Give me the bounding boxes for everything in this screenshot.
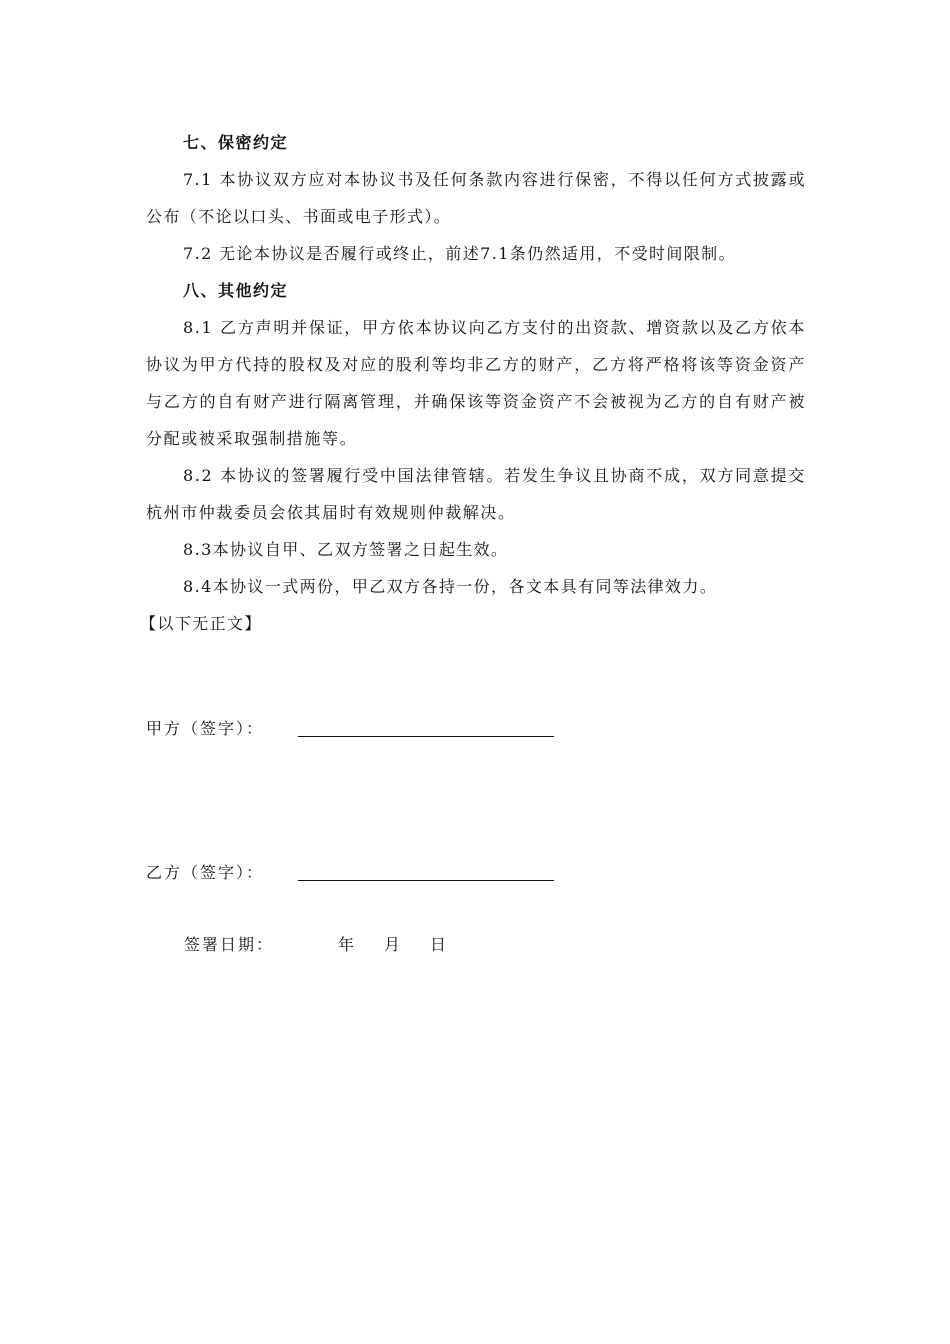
party-b-signature-row [146,860,554,883]
date-month: 月 [384,935,403,954]
end-of-text-note: 【以下无正文】 [140,614,262,633]
document-body [140,124,806,642]
party-a-label: 甲方（签字）： [146,719,265,738]
party-b-label: 乙方（签字）： [146,863,265,882]
clause-8-2: 8.2 本协议的签署履行受中国法律管辖。若发生争议且协商不成，双方同意提交杭州市仲裁委员会依其届时有效规则仲裁解决。 [146,466,806,522]
clause-8-3: 8.3本协议自甲、乙双方签署之日起生效。 [183,540,509,559]
party-b-signature-line [298,879,554,881]
party-a-signature-line [298,735,554,737]
section-7-title: 七、保密约定 [183,133,289,152]
clause-8-4: 8.4本协议一式两份，甲乙双方各持一份，各文本具有同等法律效力。 [183,577,718,596]
date-year: 年 [338,935,357,954]
clause-8-1: 8.1 乙方声明并保证，甲方依本协议向乙方支付的出资款、增资款以及乙方依本协议为甲方代持的股权及对应的股利等均非乙方的财产，乙方将严格将该等资金资产与乙方的自有财产进行隔离管理，并确保该等资金资产不会被视为乙方的自有财产被分配或被采取强制措施等。 [146,318,806,448]
clause-7-1: 7.1 本协议双方应对本协议书及任何条款内容进行保密，不得以任何方式披露或公布（不论以口头、书面或电子形式）。 [146,170,806,226]
date-day: 日 [430,935,449,954]
party-a-signature-row [146,716,554,739]
signing-date-row [184,932,476,955]
clause-7-2: 7.2 无论本协议是否履行或终止，前述7.1条仍然适用，不受时间限制。 [183,244,736,263]
signing-date-label: 签署日期： [184,935,275,954]
section-8-title: 八、其他约定 [183,281,289,300]
